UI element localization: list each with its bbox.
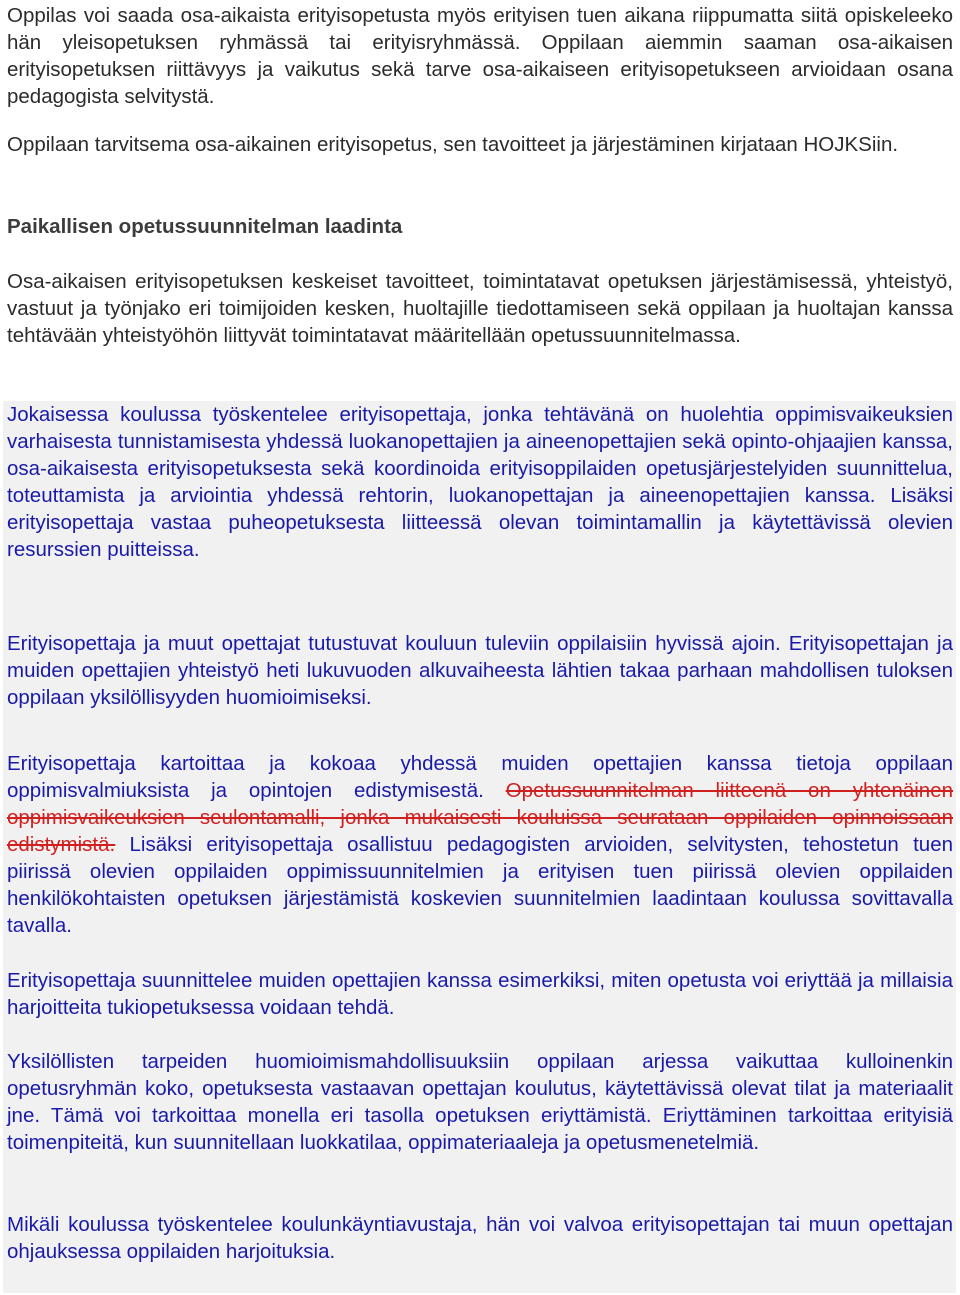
paragraph-survey-start: Erityisopettaja kartoittaa ja kokoaa yhdessä muiden opettajien kanssa tietoja oppilaan oppimisvalmiuksista ja opintojen edistymisestä. bbox=[7, 752, 953, 802]
paragraph-cooperation: Erityisopettaja ja muut opettajat tutustuvat kouluun tuleviin oppilaisiin hyvissä ajoin. Erityisopettajan ja muiden opettajien yhteistyö heti lukuvuoden alkuvaiheesta lähtien takaa parhaan mahdollisen tuloksen oppilaan yksilöllisyyden huomioimiseksi. bbox=[7, 632, 953, 709]
paragraph-hojks: Oppilaan tarvitsema osa-aikainen erityisopetus, sen tavoitteet ja järjestäminen kirjataan HOJKSiin. bbox=[7, 133, 899, 156]
deleted-text: Opetussuunnitelman liitteenä on yhtenäinen oppimisvaikeuksien seulontamalli, jonka mukaisesti kouluissa seurataan oppilaiden opinnoissaan edistymistä. bbox=[7, 779, 954, 856]
paragraph-differentiation: Erityisopettaja suunnittelee muiden opettajien kanssa esimerkiksi, miten opetusta voi eriyttää ja millaisia harjoitteita tukiopetuksessa voidaan tehdä. bbox=[7, 969, 953, 1019]
paragraph-partial-special-education: Oppilas voi saada osa-aikaista erityisopetusta myös erityisen tuen aikana riippumatta siitä opiskeleeko hän yleisopetuksen ryhmässä tai erityisryhmässä. Oppilaan aiemmin saaman osa-aikaisen erityisopetuksen riittävyys ja vaikutus sekä tarve osa-aikaiseen erityisopetukseen arvioidaan osana pedagogista selvitystä. bbox=[7, 4, 953, 108]
paragraph-curriculum: Osa-aikaisen erityisopetuksen keskeiset tavoitteet, toimintatavat opetuksen järjestämisessä, yhteistyö, vastuut ja työnjako eri toimijoiden kesken, huoltajille tiedottamiseen sekä oppilaan ja huoltajan kanssa tehtävään yhteistyöhön liittyvät toimintatavat määritellään opetussuunnitelmassa. bbox=[7, 270, 953, 347]
paragraph-survey-end: Lisäksi erityisopettaja osallistuu pedagogisten arvioiden, selvitysten, tehostetun tuen piirissä olevien oppilaiden oppimissuunnitelmien ja erityisen tuen piirissä olevien oppilaiden henkilökohtaisten opetuksen järjestämistä koskevien suunnitelmien laadintaan koulussa sovittavalla tavalla. bbox=[7, 833, 953, 937]
paragraph-special-teacher-role: Jokaisessa koulussa työskentelee erityisopettaja, jonka tehtävänä on huolehtia oppimisvaikeuksien varhaisesta tunnistamisesta yhdessä luokanopettajien ja aineenopettajien sekä opinto-ohjaajien kanssa, osa-aikaisesta erityisopetuksesta sekä koordinoida erityisoppilaiden opetusjärjestelyiden suunnittelua, toteuttamista ja arviointia yhdessä rehtorin, luokanopettajan ja aineenopettajien kanssa. Lisäksi erityisopettaja vastaa puheopetuksesta liitteessä olevan toimintamallin ja käytettävissä olevien resurssien puitteissa. bbox=[7, 403, 953, 561]
paragraph-survey bbox=[7, 750, 953, 939]
section-heading: Paikallisen opetussuunnitelman laadinta bbox=[7, 215, 403, 238]
paragraph-school-assistant: Mikäli koulussa työskentelee koulunkäyntiavustaja, hän voi valvoa erityisopettajan tai muun opettajan ohjauksessa oppilaiden harjoituksia. bbox=[7, 1213, 953, 1263]
paragraph-individual-needs: Yksilöllisten tarpeiden huomioimismahdollisuuksiin oppilaan arjessa vaikuttaa kulloinenkin opetusryhmän koko, opetuksesta vastaavan opettajan koulutus, käytettävissä olevat tilat ja materiaalit jne. Tämä voi tarkoittaa monella eri tasolla opetuksen eriyttämistä. Eriyttäminen tarkoittaa erityisiä toimenpiteitä, kun suunnitellaan luokkatilaa, oppimateriaaleja ja opetusmenetelmiä. bbox=[7, 1050, 953, 1154]
